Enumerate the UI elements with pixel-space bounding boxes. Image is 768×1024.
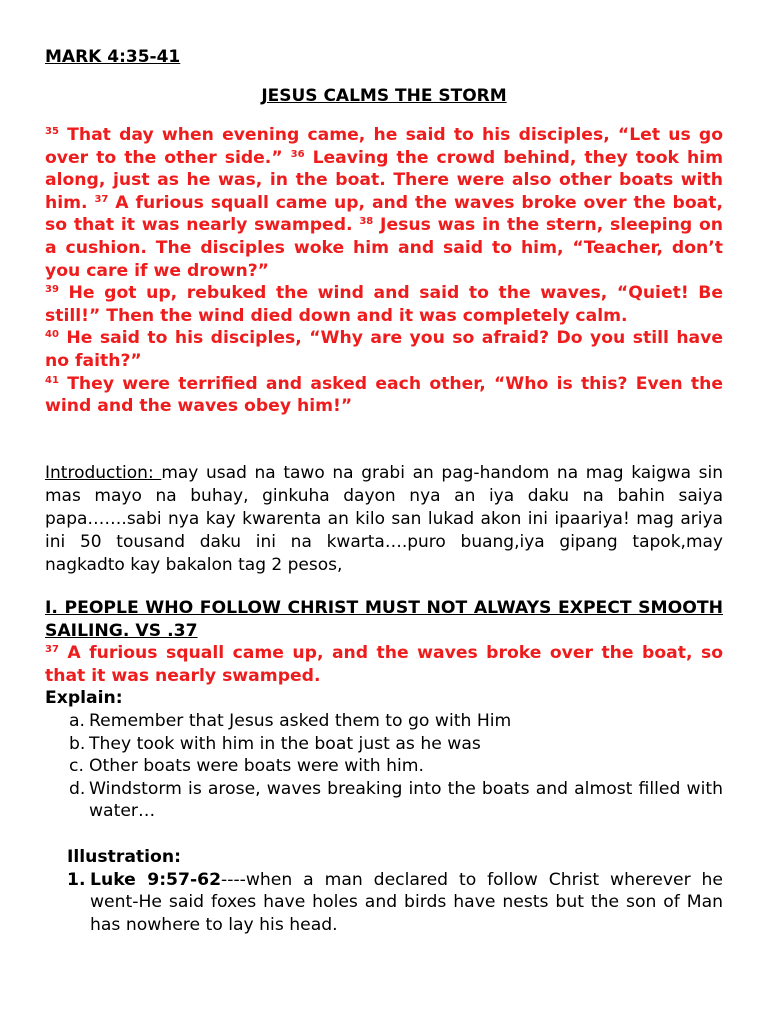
list-item: [69, 710, 723, 733]
verse-text: They were terrified and asked each other, “Who is this? Even the wind and the waves obey him!”: [45, 373, 724, 417]
list-item-text: Other boats were boats were with him.: [89, 756, 425, 777]
verse-text: Jesus was in the stern, sleeping on a cushion. The disciples woke him and said to him, “Teacher, don’t you care if we drown?”: [45, 215, 724, 281]
introduction-label: Introduction:: [45, 463, 162, 483]
verse-text: That day when evening came, he said to his disciples, “Let us go over to the other side.”: [45, 125, 724, 168]
verse-number: 35: [45, 126, 59, 137]
explain-list: [45, 710, 723, 823]
verse-number: 39: [45, 284, 59, 296]
verse-number: 37: [94, 193, 109, 205]
verse-text: A furious squall came up, and the waves broke over the boat, so that it was nearly swamped.: [45, 192, 723, 236]
list-item-text: Remember that Jesus asked them to go with Him: [89, 710, 512, 731]
verse-number: 38: [359, 216, 374, 228]
verse-number: 36: [290, 148, 305, 160]
list-item: [69, 778, 723, 823]
scripture-reference: MARK 4:35-41: [45, 47, 181, 67]
scripture-passage: [45, 124, 723, 418]
list-marker: b.: [69, 733, 86, 754]
verse-number: 37: [45, 644, 59, 656]
point-section: [45, 597, 723, 823]
illustration-item: [67, 869, 723, 937]
point-verse: [45, 642, 723, 687]
list-item: [69, 755, 723, 778]
verse-text: Leaving the crowd behind, they took him along, just as he was, in the boat. There were also other boats with him.: [45, 147, 724, 213]
illustration-section: [67, 846, 723, 936]
illustration-text: ----when a man declared to follow Christ wherever he went-He said foxes have holes and birds have nests but the son of Man has nowhere to lay his head.: [90, 869, 723, 935]
point-heading: I. PEOPLE WHO FOLLOW CHRIST MUST NOT ALWAYS EXPECT SMOOTH SAILING. VS .37: [45, 598, 723, 641]
verse-number: 41: [45, 374, 59, 386]
introduction-text: may usad na tawo na grabi an pag-handom na mag kaigwa sin mas mayo na buhay, ginkuha dayon nya an iya daku na bahin saiya papa…….sabi nya kay kwarenta an kilo san lukad akon ini ipaariya! mag ariya ini 50 tousand daku ini na kwarta….puro buang,iya gipang tapok,may nagkadto kay bakalon tag 2 pesos,: [45, 463, 723, 575]
list-marker: d.: [69, 778, 86, 799]
list-marker: a.: [69, 710, 85, 731]
list-marker: c.: [69, 756, 84, 777]
verse-text: A furious squall came up, and the waves broke over the boat, so that it was nearly swamped.: [45, 643, 723, 686]
explain-label: Explain:: [45, 688, 123, 709]
verse-text: He got up, rebuked the wind and said to the waves, “Quiet! Be still!” Then the wind died down and it was completely calm.: [45, 283, 724, 326]
list-item: [69, 733, 723, 756]
illustration-reference: Luke 9:57-62: [90, 869, 222, 890]
verse-text: He said to his disciples, “Why are you so afraid? Do you still have no faith?”: [45, 328, 724, 371]
verse-number: 40: [45, 329, 59, 341]
list-marker: 1.: [67, 869, 86, 890]
page-title: JESUS CALMS THE STORM: [261, 86, 507, 106]
introduction-paragraph: [45, 462, 723, 577]
illustration-label: Illustration:: [67, 847, 181, 867]
list-item-text: Windstorm is arose, waves breaking into the boats and almost filled with water…: [89, 778, 723, 822]
list-item-text: They took with him in the boat just as he was: [89, 733, 481, 754]
